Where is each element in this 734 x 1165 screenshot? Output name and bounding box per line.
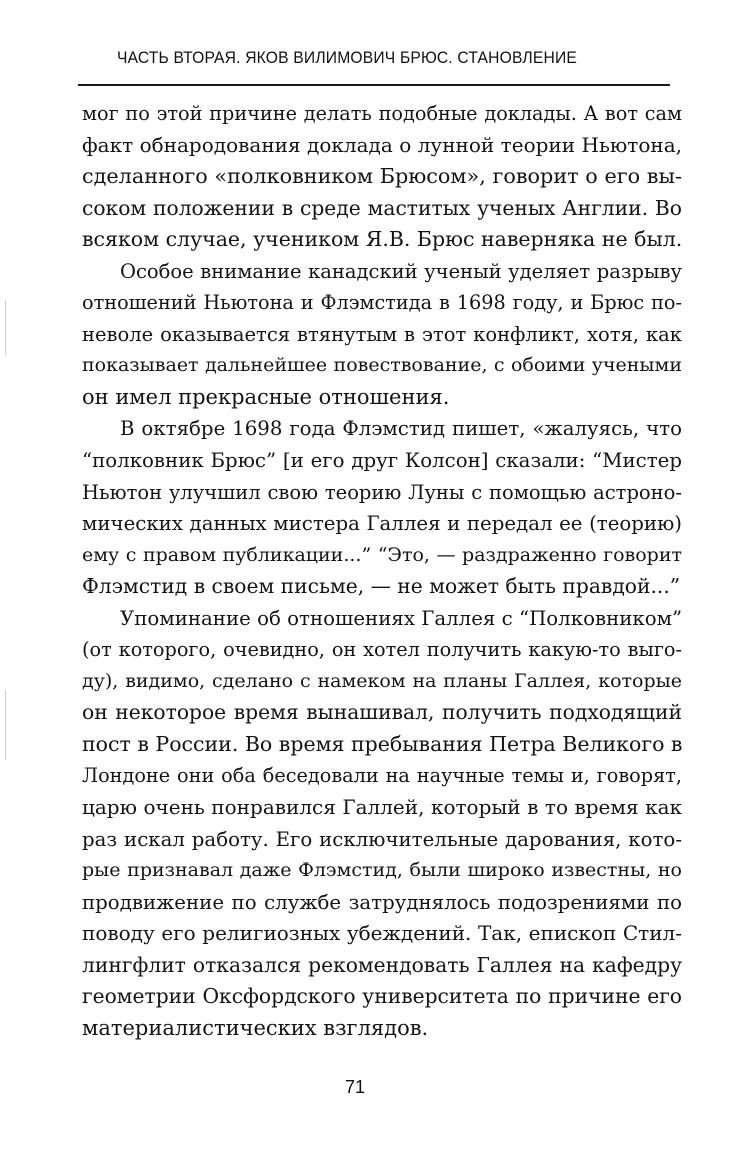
margin-scan-mark xyxy=(5,300,6,355)
text-line: соком положении в среде маститых ученых Англии. Во xyxy=(82,195,682,220)
text-line: раз искал работу. Его исключительные дарования, кото- xyxy=(82,827,682,851)
text-line: он некоторое время вынашивал, получить подходящий xyxy=(82,700,682,725)
text-line: всяком случае, учеником Я.В. Брюс наверняка не был. xyxy=(82,227,682,252)
header-rule xyxy=(78,84,670,86)
text-line: Особое внимание канадский ученый уделяет разрыву xyxy=(120,259,682,283)
text-line: Лондоне они оба беседовали на научные темы и, говорят, xyxy=(82,764,682,788)
text-line: ду), видимо, сделано с намеком на планы Галлея, которые xyxy=(82,669,682,692)
text-line: В октябре 1698 года Флэмстид пишет, «жалуясь, что xyxy=(120,417,682,441)
text-line: показывает дальнейшее повествование, с обоими учеными xyxy=(82,354,682,377)
text-line: неволе оказывается втянутым в этот конфликт, хотя, как xyxy=(82,322,682,346)
text-line: рые признавал даже Флэмстид, были широко известны, но xyxy=(82,859,682,882)
text-line: он имел прекрасные отношения. xyxy=(82,384,450,409)
text-line: ему с правом публикации...” “Это, — раздраженно говорит xyxy=(82,543,682,566)
running-header: ЧАСТЬ ВТОРАЯ. ЯКОВ ВИЛИМОВИЧ БРЮС. СТАНОВЛЕНИЕ xyxy=(116,48,578,67)
text-line: царю очень понравился Галлей, который в то время как xyxy=(82,795,682,820)
text-line: мог по этой причине делать подобные доклады. А вот сам xyxy=(82,102,682,125)
text-line: сделанного «полковником Брюсом», говорит о его вы- xyxy=(82,164,682,189)
text-line: Флэмстид в своем письме, — не может быть правдой...” xyxy=(82,574,681,599)
text-line: Упоминание об отношениях Галлея с “Полковником” xyxy=(120,606,682,630)
text-line: отношений Ньютона и Флэмстида в 1698 году, и Брюс по- xyxy=(82,291,682,315)
text-line: пост в России. Во время пребывания Петра Великого в xyxy=(82,731,682,756)
text-line: материалистических взглядов. xyxy=(82,1015,429,1040)
body-text xyxy=(82,98,682,1044)
text-line: Ньютон улучшил свою теорию Луны с помощью астроно- xyxy=(82,480,682,504)
text-line: “полковник Брюс” [и его друг Колсон] сказали: “Мистер xyxy=(82,449,682,473)
text-line: (от которого, очевидно, он хотел получить какую-то выго- xyxy=(82,638,682,662)
text-line: факт обнародования доклада о лунной теории Ньютона, xyxy=(82,132,682,157)
page-number: 71 xyxy=(344,1077,366,1097)
text-line: поводу его религиозных убеждений. Так, епископ Стил- xyxy=(82,921,682,946)
margin-scan-mark xyxy=(5,690,6,760)
text-line: лингфлит отказался рекомендовать Галлея на кафедру xyxy=(82,952,682,977)
text-line: мических данных мистера Галлея и передал ее (теорию) xyxy=(82,512,682,536)
text-line: продвижение по службе затруднялось подозрениями по xyxy=(82,890,682,914)
text-line: геометрии Оксфордского университета по причине его xyxy=(82,984,682,1009)
